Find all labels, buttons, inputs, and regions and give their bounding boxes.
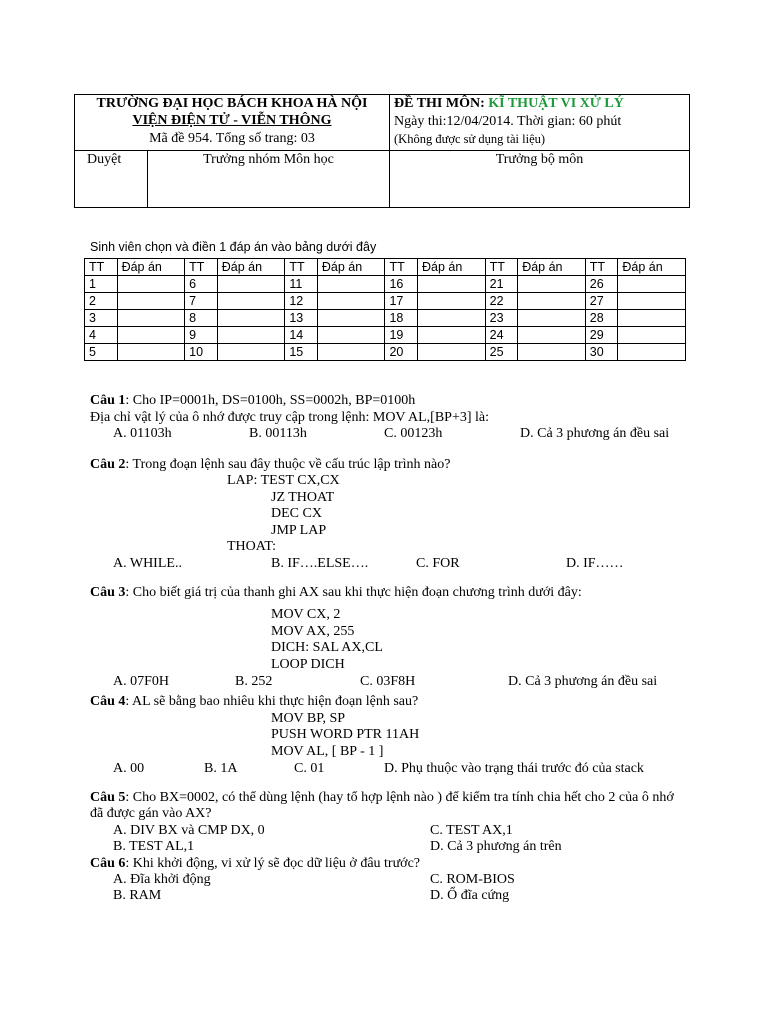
answer-cell[interactable] xyxy=(418,276,486,293)
question-number-cell: 28 xyxy=(585,310,618,327)
answer-grid-row xyxy=(85,344,686,361)
question-1-line2: Địa chỉ vật lý của ô nhớ được truy cập trong lệnh: MOV AL,[BP+3] là: xyxy=(90,410,490,425)
q2-option-c: C. FOR xyxy=(416,556,460,571)
question-number-cell: 1 xyxy=(85,276,118,293)
question-number-cell: 3 xyxy=(85,310,118,327)
group-head-label: Trưởng nhóm Môn học xyxy=(203,152,334,167)
answer-cell[interactable] xyxy=(518,310,586,327)
question-5: Câu 5: Cho BX=0002, có thể dùng lệnh (hay tổ hợp lệnh nào ) để kiểm tra tính chia hết cho 2 của ô nhớ xyxy=(90,790,674,805)
question-6: Câu 6: Khi khởi động, vi xử lý sẽ đọc dữ liệu ở đâu trước? xyxy=(90,856,421,871)
q3-code-line: MOV CX, 2 xyxy=(271,607,341,622)
answer-cell[interactable] xyxy=(418,310,486,327)
answer-cell[interactable] xyxy=(618,310,686,327)
q3-option-d: D. Cả 3 phương án đều sai xyxy=(508,674,658,689)
grid-header-answer: Đáp án xyxy=(317,259,385,276)
q1-option-b: B. 00113h xyxy=(249,426,307,441)
question-number-cell: 10 xyxy=(185,344,218,361)
answer-cell[interactable] xyxy=(518,327,586,344)
dept-head-label: Trưởng bộ môn xyxy=(390,151,690,208)
q3-option-c: C. 03F8H xyxy=(360,674,416,689)
q4-option-c: C. 01 xyxy=(294,761,325,776)
answer-cell[interactable] xyxy=(317,327,385,344)
answer-grid-row xyxy=(85,310,686,327)
approval-cell xyxy=(75,151,390,208)
q5-option-b: B. TEST AL,1 xyxy=(113,839,195,854)
q3-code-line: DICH: SAL AX,CL xyxy=(271,640,383,655)
q6-option-d: D. Ổ đĩa cứng xyxy=(430,888,510,903)
exam-date-time: Ngày thi:12/04/2014. Thời gian: 60 phút xyxy=(394,114,622,129)
answer-cell[interactable] xyxy=(117,344,185,361)
question-number-cell: 23 xyxy=(485,310,518,327)
answer-grid-row xyxy=(85,276,686,293)
q2-option-d: D. IF…… xyxy=(566,556,624,571)
q2-code-line: JZ THOAT xyxy=(271,490,335,505)
answer-cell[interactable] xyxy=(217,310,285,327)
answer-grid-row xyxy=(85,327,686,344)
school-cell xyxy=(75,95,390,151)
answer-cell[interactable] xyxy=(217,293,285,310)
question-2: Câu 2: Trong đoạn lệnh sau đây thuộc về cấu trúc lập trình nào? xyxy=(90,457,451,472)
question-number-cell: 5 xyxy=(85,344,118,361)
q4-option-a: A. 00 xyxy=(113,761,145,776)
q2-option-b: B. IF….ELSE…. xyxy=(271,556,369,571)
q2-code-line: THOAT: xyxy=(227,539,277,554)
answer-cell[interactable] xyxy=(117,293,185,310)
q4-code-line: PUSH WORD PTR 11AH xyxy=(271,727,420,742)
grid-header-answer: Đáp án xyxy=(117,259,185,276)
question-number-cell: 4 xyxy=(85,327,118,344)
grid-header-tt: TT xyxy=(285,259,318,276)
q2-code-line: LAP: TEST CX,CX xyxy=(227,473,340,488)
grid-header-answer: Đáp án xyxy=(618,259,686,276)
q3-code-line: MOV AX, 255 xyxy=(271,624,355,639)
grid-header-tt: TT xyxy=(385,259,418,276)
question-number-cell: 20 xyxy=(385,344,418,361)
answer-grid-row xyxy=(85,293,686,310)
answer-cell[interactable] xyxy=(117,327,185,344)
question-number-cell: 29 xyxy=(585,327,618,344)
q5-option-c: C. TEST AX,1 xyxy=(430,823,513,838)
question-number-cell: 19 xyxy=(385,327,418,344)
answer-grid xyxy=(84,258,686,361)
grid-header-answer: Đáp án xyxy=(518,259,586,276)
answer-cell[interactable] xyxy=(618,327,686,344)
question-number-cell: 22 xyxy=(485,293,518,310)
question-number-cell: 25 xyxy=(485,344,518,361)
q4-option-d: D. Phụ thuộc vào trạng thái trước đó của stack xyxy=(384,761,644,776)
q2-option-a: A. WHILE.. xyxy=(113,556,182,571)
answer-cell[interactable] xyxy=(518,293,586,310)
answer-cell[interactable] xyxy=(418,327,486,344)
exam-title: ĐỀ THI MÔN: KĨ THUẬT VI XỬ LÝ xyxy=(394,96,624,111)
question-number-cell: 13 xyxy=(285,310,318,327)
question-number-cell: 7 xyxy=(185,293,218,310)
question-1: Câu 1: Cho IP=0001h, DS=0100h, SS=0002h, BP=0100h xyxy=(90,393,416,408)
q3-option-a: A. 07F0H xyxy=(113,674,170,689)
answer-cell[interactable] xyxy=(618,293,686,310)
subject-name: KĨ THUẬT VI XỬ LÝ xyxy=(488,96,624,111)
q3-code-line: LOOP DICH xyxy=(271,657,345,672)
q2-code-line: DEC CX xyxy=(271,506,322,521)
answer-cell[interactable] xyxy=(618,344,686,361)
question-number-cell: 30 xyxy=(585,344,618,361)
answer-cell[interactable] xyxy=(217,276,285,293)
question-number-cell: 16 xyxy=(385,276,418,293)
question-3: Câu 3: Cho biết giá trị của thanh ghi AX sau khi thực hiện đoạn chương trình dưới đây: xyxy=(90,585,582,600)
answer-cell[interactable] xyxy=(117,276,185,293)
grid-header-answer: Đáp án xyxy=(217,259,285,276)
question-number-cell: 11 xyxy=(285,276,318,293)
answer-cell[interactable] xyxy=(117,310,185,327)
exam-note: (Không được sử dụng tài liệu) xyxy=(394,132,546,146)
exam-code-pages: Mã đề 954. Tổng số trang: 03 xyxy=(149,131,315,146)
answer-cell[interactable] xyxy=(217,344,285,361)
institute-name: VIỆN ĐIỆN TỬ - VIỄN THÔNG xyxy=(132,113,332,128)
q6-option-c: C. ROM-BIOS xyxy=(430,872,515,887)
school-name: TRƯỜNG ĐẠI HỌC BÁCH KHOA HÀ NỘI xyxy=(96,96,368,111)
grid-header-tt: TT xyxy=(485,259,518,276)
question-number-cell: 8 xyxy=(185,310,218,327)
grid-header-tt: TT xyxy=(85,259,118,276)
question-number-cell: 17 xyxy=(385,293,418,310)
answer-cell[interactable] xyxy=(317,344,385,361)
q4-code-line: MOV BP, SP xyxy=(271,711,346,726)
approve-label: Duyệt xyxy=(75,151,148,207)
q6-option-a: A. Đĩa khởi động xyxy=(113,872,211,887)
instruction-text: Sinh viên chọn và điền 1 đáp án vào bảng dưới đây xyxy=(90,240,377,254)
answer-cell[interactable] xyxy=(317,293,385,310)
grid-header-tt: TT xyxy=(585,259,618,276)
answer-cell[interactable] xyxy=(418,344,486,361)
question-number-cell: 14 xyxy=(285,327,318,344)
q5-option-a: A. DIV BX và CMP DX, 0 xyxy=(113,823,265,838)
question-number-cell: 26 xyxy=(585,276,618,293)
question-number-cell: 21 xyxy=(485,276,518,293)
answer-cell[interactable] xyxy=(518,344,586,361)
question-number-cell: 6 xyxy=(185,276,218,293)
answer-cell[interactable] xyxy=(317,276,385,293)
question-number-cell: 18 xyxy=(385,310,418,327)
answer-cell[interactable] xyxy=(618,276,686,293)
grid-header-tt: TT xyxy=(185,259,218,276)
question-number-cell: 2 xyxy=(85,293,118,310)
question-number-cell: 12 xyxy=(285,293,318,310)
question-number-cell: 24 xyxy=(485,327,518,344)
q1-option-c: C. 00123h xyxy=(384,426,443,441)
exam-header xyxy=(74,94,690,208)
answer-cell[interactable] xyxy=(518,276,586,293)
question-number-cell: 27 xyxy=(585,293,618,310)
answer-grid-header-row xyxy=(85,259,686,276)
question-5-line2: đã được gán vào AX? xyxy=(90,806,212,821)
q4-option-b: B. 1A xyxy=(204,761,238,776)
question-number-cell: 15 xyxy=(285,344,318,361)
q2-code-line: JMP LAP xyxy=(271,523,327,538)
grid-header-answer: Đáp án xyxy=(418,259,486,276)
q1-option-a: A. 01103h xyxy=(113,426,172,441)
answer-cell[interactable] xyxy=(217,327,285,344)
question-number-cell: 9 xyxy=(185,327,218,344)
answer-cell[interactable] xyxy=(317,310,385,327)
answer-cell[interactable] xyxy=(418,293,486,310)
question-4: Câu 4: AL sẽ bằng bao nhiêu khi thực hiện đoạn lệnh sau? xyxy=(90,694,419,709)
q3-option-b: B. 252 xyxy=(235,674,273,689)
q4-code-line: MOV AL, [ BP - 1 ] xyxy=(271,744,384,759)
exam-info-cell xyxy=(390,95,690,151)
q6-option-b: B. RAM xyxy=(113,888,162,903)
q1-option-d: D. Cả 3 phương án đều sai xyxy=(520,426,670,441)
q5-option-d: D. Cả 3 phương án trên xyxy=(430,839,562,854)
